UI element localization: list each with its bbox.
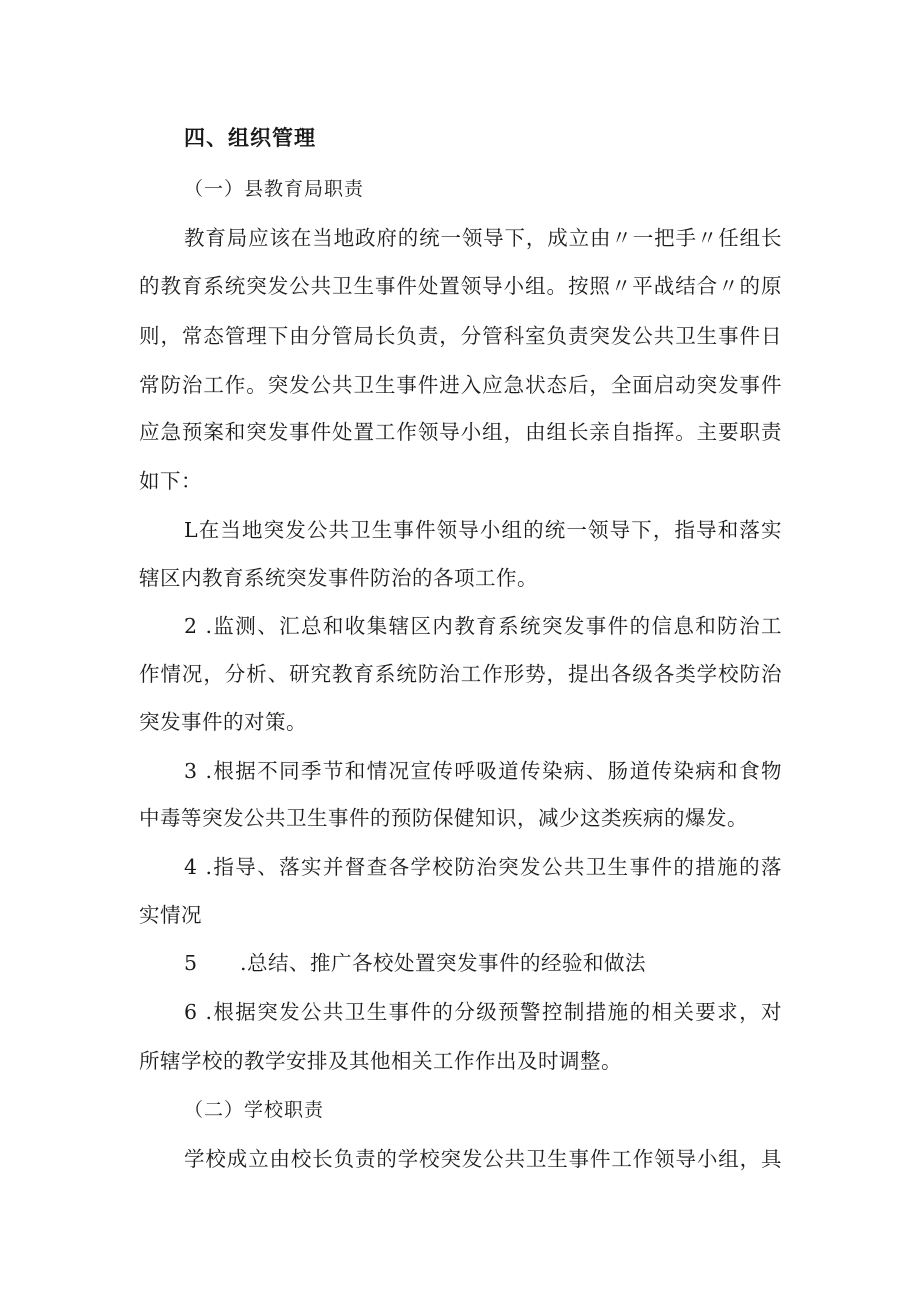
intro-line-3: 则，常态管理下由分管局长负责，分管科室负责突发公共卫生事件日 — [139, 324, 782, 348]
item-5-text: .总结、推广各校处置突发事件的经验和做法 — [240, 951, 647, 975]
intro-line-2: 的教育系统突发公共卫生事件处置领导小组。按照〃平战结合〃的原 — [139, 274, 782, 298]
item-2-line-1: 2 .监测、汇总和收集辖区内教育系统突发事件的信息和防治工 — [184, 614, 782, 638]
subsection-heading-school: （二）学校职责 — [184, 1099, 325, 1121]
intro-line-4: 常防治工作。突发公共卫生事件进入应急状态后，全面启动突发事件 — [139, 373, 782, 397]
item-1-line-1: L在当地突发公共卫生事件领导小组的统一领导下，指导和落实 — [184, 518, 782, 542]
section-heading: 四、组织管理 — [184, 126, 316, 150]
item-1-line-2: 辖区内教育系统突发事件防治的各项工作。 — [139, 566, 538, 590]
item-2-line-2: 作情况，分析、研究教育系统防治工作形势，提出各级各类学校防治 — [139, 662, 782, 686]
subsection-heading-county-bureau: （一）县教育局职责 — [184, 178, 365, 200]
item-6-line-2: 所辖学校的教学安排及其他相关工作作出及时调整。 — [139, 1049, 622, 1073]
item-5-number: 5 — [184, 951, 198, 975]
item-3-line-1: 3 .根据不同季节和情况宣传呼吸道传染病、肠道传染病和食物 — [184, 759, 782, 783]
intro-line-1: 教育局应该在当地政府的统一领导下，成立由〃一把手〃任组长 — [184, 226, 782, 250]
item-6-line-1: 6 .根据突发公共卫生事件的分级预警控制措施的相关要求，对 — [184, 1000, 782, 1024]
item-2-line-3: 突发事件的对策。 — [139, 710, 307, 734]
item-4-line-2: 实情况 — [139, 903, 202, 927]
intro-line-5: 应急预案和突发事件处置工作领导小组，由组长亲自指挥。主要职责 — [139, 420, 782, 444]
intro-line-6: 如下： — [139, 469, 202, 493]
school-paragraph-line-1: 学校成立由校长负责的学校突发公共卫生事件工作领导小组，具 — [184, 1147, 782, 1171]
item-3-line-2: 中毒等突发公共卫生事件的预防保健知识，减少这类疾病的爆发。 — [139, 806, 748, 830]
item-4-line-1: 4 .指导、落实并督查各学校防治突发公共卫生事件的措施的落 — [184, 855, 782, 879]
